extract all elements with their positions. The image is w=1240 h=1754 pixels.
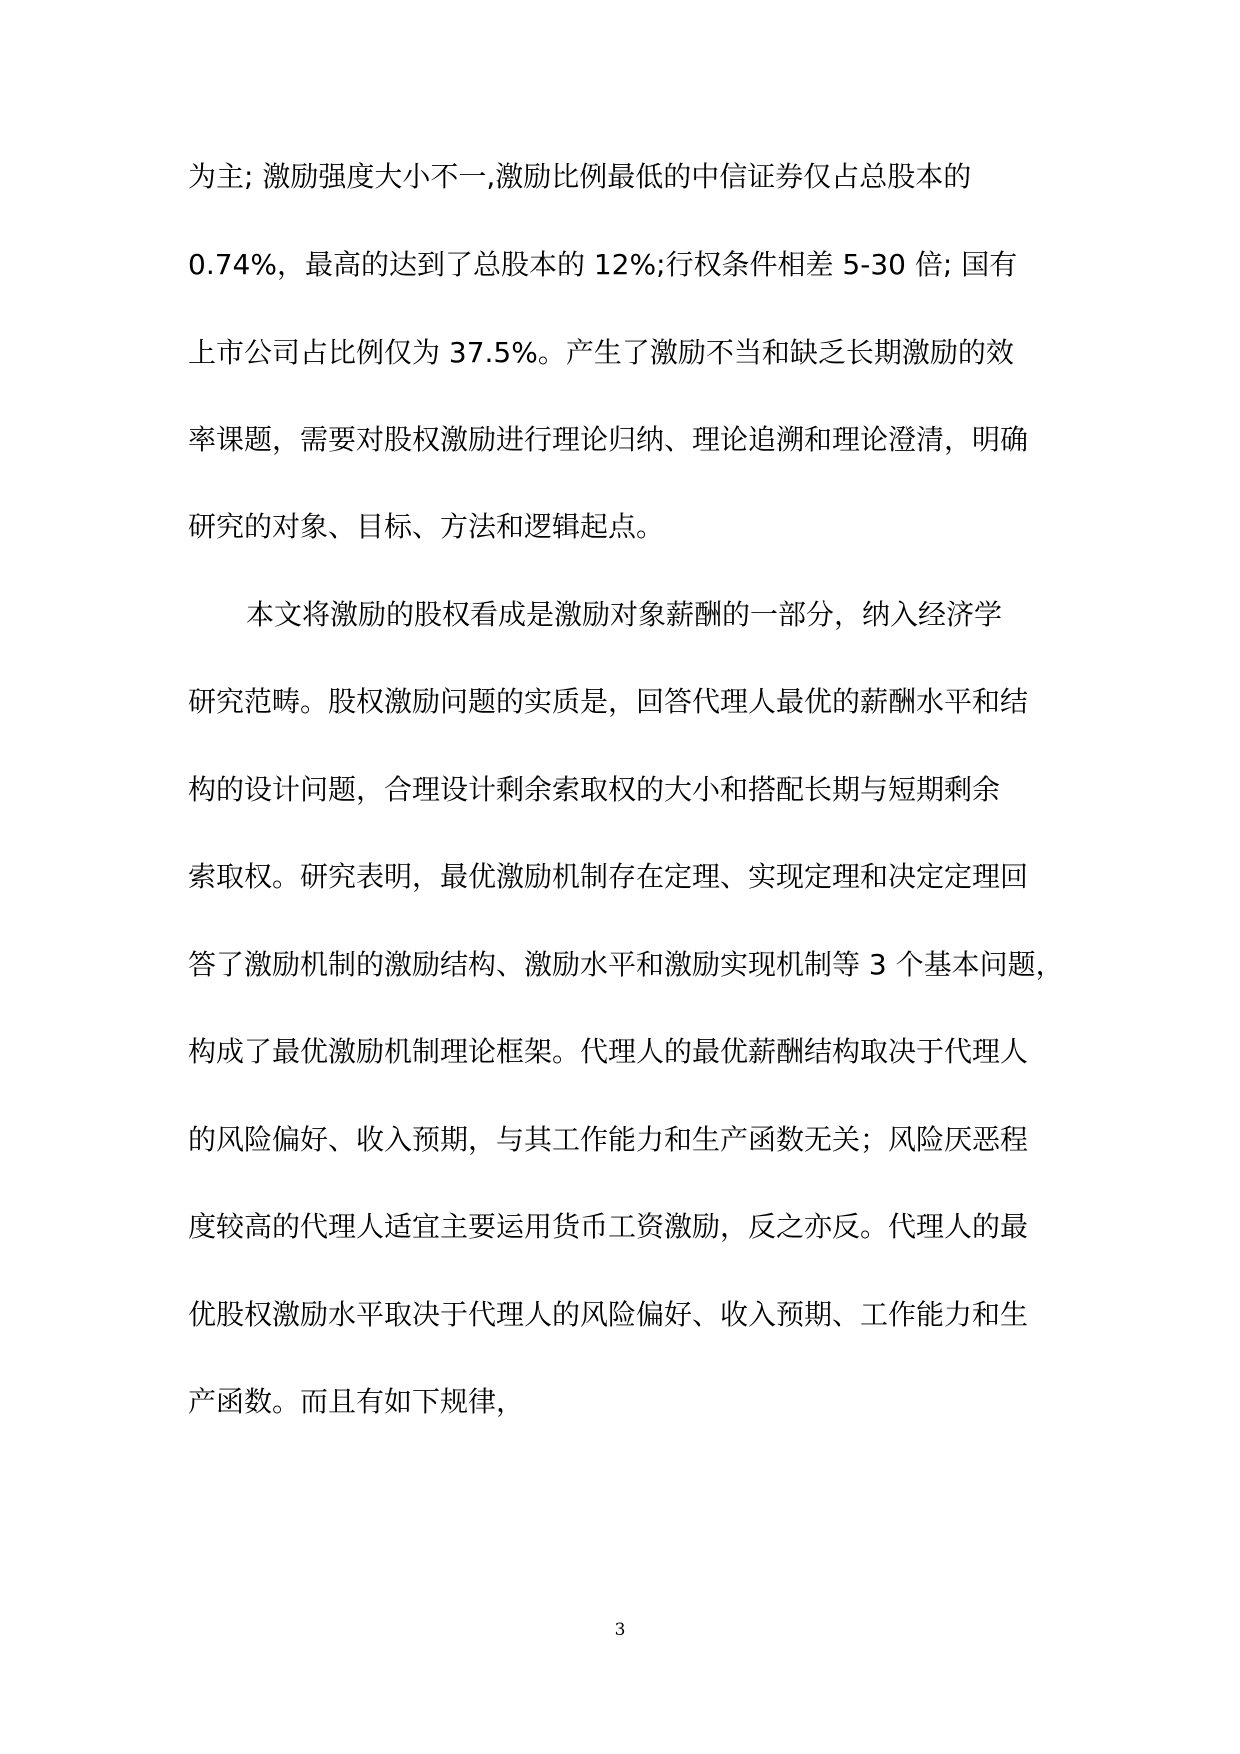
- text-line: 索取权。研究表明，最优激励机制存在定理、实现定理和决定定理回: [188, 860, 1029, 893]
- text-line: 答了激励机制的激励结构、激励水平和激励实现机制等 3 个基本问题，: [188, 948, 1064, 981]
- text-line: 优股权激励水平取决于代理人的风险偏好、收入预期、工作能力和生: [188, 1298, 1029, 1331]
- text-line: 上市公司占比例仅为 37.5%。产生了激励不当和缺乏长期激励的效: [188, 336, 1014, 369]
- text-line: 率课题，需要对股权激励进行理论归纳、理论追溯和理论澄清，明确: [188, 423, 1029, 456]
- page-number: 3: [614, 1620, 626, 1640]
- paragraph-start-line: 本文将激励的股权看成是激励对象薪酬的一部分，纳入经济学: [246, 598, 1003, 631]
- text-line: 构的设计问题，合理设计剩余索取权的大小和搭配长期与短期剩余: [188, 773, 1001, 806]
- text-line: 的风险偏好、收入预期，与其工作能力和生产函数无关；风险厌恶程: [188, 1123, 1029, 1156]
- text-line: 0.74%，最高的达到了总股本的 12%;行权条件相差 5-30 倍; 国有: [188, 248, 1018, 281]
- text-line: 构成了最优激励机制理论框架。代理人的最优薪酬结构取决于代理人: [188, 1035, 1029, 1068]
- text-line: 度较高的代理人适宜主要运用货币工资激励，反之亦反。代理人的最: [188, 1210, 1029, 1243]
- text-line: 为主; 激励强度大小不一,激励比例最低的中信证券仅占总股本的: [188, 160, 972, 193]
- text-line: 研究范畴。股权激励问题的实质是，回答代理人最优的薪酬水平和结: [188, 685, 1029, 718]
- text-line: 研究的对象、目标、方法和逻辑起点。: [188, 510, 665, 543]
- text-line: 产函数。而且有如下规律，: [188, 1385, 525, 1418]
